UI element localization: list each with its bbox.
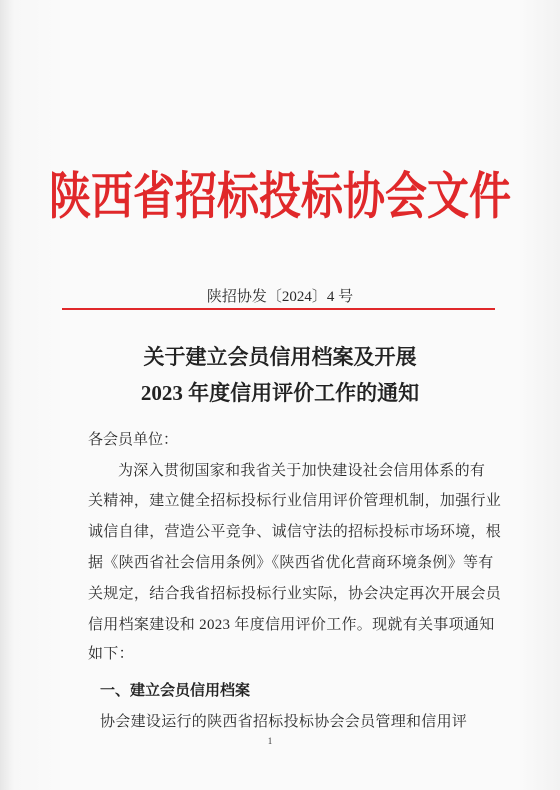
body-paragraph-2-line: 协会建设运行的陕西省招标投标协会会员管理和信用评 — [100, 714, 468, 730]
body-paragraph-1-line: 诚信自律，营造公平竞争、诚信守法的招标投标市场环境，根 — [88, 524, 502, 540]
body-paragraph-1-line: 据《陕西省社会信用条例》《陕西省优化营商环境条例》等有 — [88, 555, 494, 571]
header-red-rule — [62, 308, 495, 310]
body-paragraph-1-line: 信用档案建设和 2023 年度信用评价工作。现就有关事项通知 — [88, 617, 495, 633]
body-paragraph-1-line: 如下： — [88, 646, 134, 662]
salutation: 各会员单位： — [88, 432, 179, 448]
body-paragraph-1-line: 为深入贯彻国家和我省关于加快建设社会信用体系的有 — [118, 463, 486, 479]
document-number: 陕招协发〔2024〕4 号 — [206, 289, 354, 305]
document-header-title: 陕西省招标投标协会文件 — [48, 170, 511, 226]
section-1-heading: 一、建立会员信用档案 — [100, 683, 251, 699]
notice-title-line-2: 2023 年度信用评价工作的通知 — [140, 381, 420, 405]
body-paragraph-1-line: 关精神，建立健全招标投标行业信用评价管理机制，加强行业 — [88, 493, 502, 509]
notice-title-line-1: 关于建立会员信用档案及开展 — [143, 345, 417, 369]
body-paragraph-1-line: 关规定，结合我省招标投标行业实际，协会决定再次开展会员 — [88, 586, 502, 602]
page-number: 1 — [267, 736, 273, 746]
